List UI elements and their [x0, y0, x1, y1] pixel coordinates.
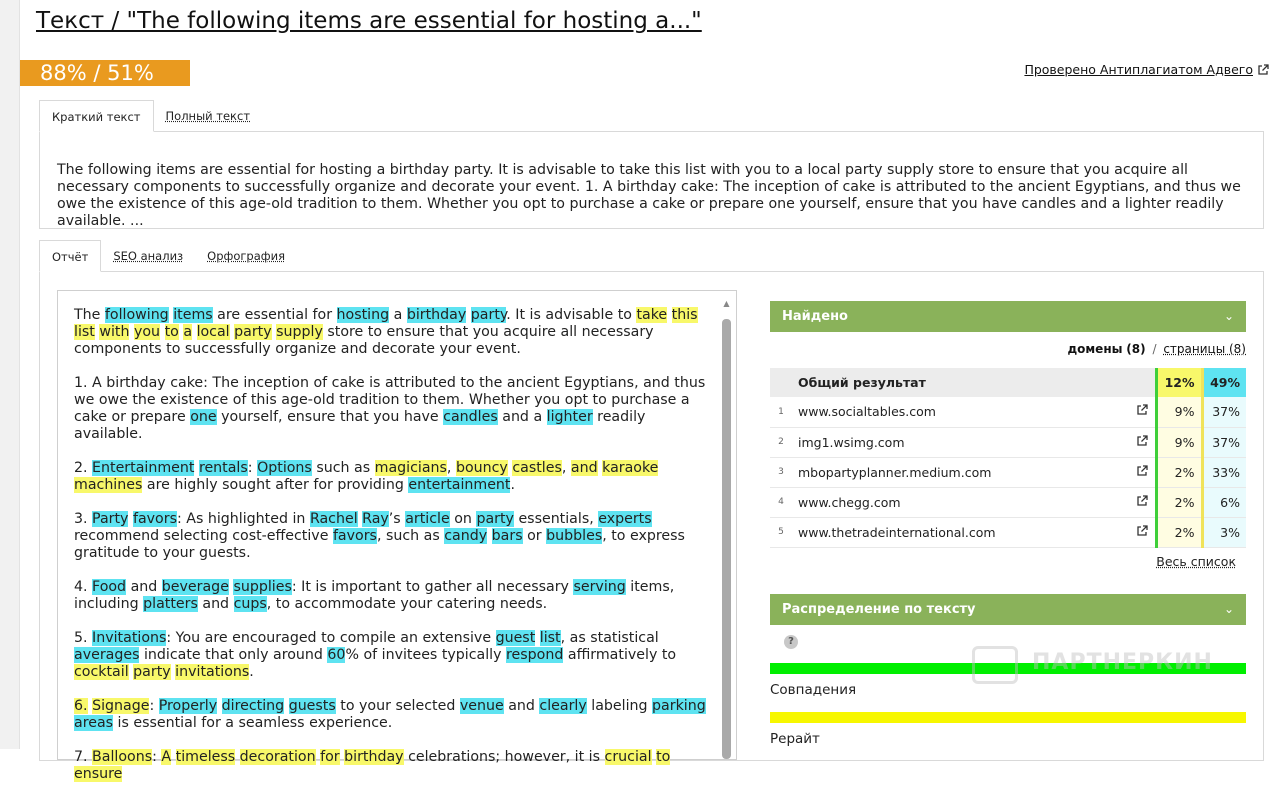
text-segment [667, 307, 672, 323]
rewrite-highlight[interactable]: serving [573, 579, 626, 595]
rewrite-highlight[interactable]: areas [74, 715, 114, 731]
match-highlight[interactable]: for [320, 749, 340, 765]
domains-count: (8) [1126, 342, 1146, 356]
text-segment: , to accommodate your catering needs. [266, 596, 548, 612]
row-rewrite-percent: 33% [1202, 457, 1246, 487]
rewrite-highlight[interactable]: directing [221, 698, 285, 714]
table-row[interactable] [770, 457, 1246, 487]
rewrite-highlight[interactable]: supplies [233, 579, 292, 595]
rewrite-highlight[interactable]: guest [495, 630, 536, 646]
text-paragraph [74, 460, 716, 494]
domains-label[interactable]: домены [1067, 342, 1123, 356]
rewrite-highlight[interactable]: venue [459, 698, 504, 714]
rewrite-highlight[interactable]: bubbles [546, 528, 603, 544]
table-row[interactable] [770, 427, 1246, 457]
external-link-icon[interactable] [1130, 427, 1156, 457]
match-highlight[interactable]: this [671, 307, 698, 323]
text-segment: . It is advisable to [506, 307, 637, 323]
tab-full-text[interactable]: Полный текст [165, 109, 251, 123]
matches-label: Совпадения [770, 682, 857, 698]
watermark-text: ПАРТНЕРКИН [1032, 650, 1213, 675]
report-tabs [39, 240, 297, 272]
highlighted-text [74, 307, 716, 800]
match-highlight[interactable]: local [196, 324, 230, 340]
tab-seo-analysis[interactable]: SEO анализ [113, 249, 184, 263]
rewrite-highlight[interactable]: favors [132, 511, 177, 527]
rewrite-highlight[interactable]: parking [652, 698, 706, 714]
match-highlight[interactable]: you [133, 324, 161, 340]
text-segment: celebrations; however, it is [403, 749, 605, 765]
text-segment: 3. [74, 511, 93, 527]
row-number: 5 [770, 517, 792, 547]
text-segment: store to ensure that you acquire all necessary components to successfully organize and decorate your event. [74, 324, 654, 357]
rewrite-highlight[interactable]: Options [257, 460, 312, 476]
rewrite-highlight[interactable]: Properly [158, 698, 218, 714]
text-segment: ’s [388, 511, 406, 527]
separator: / [1152, 342, 1157, 356]
domains-pages-switch [770, 342, 1246, 358]
rewrite-highlight[interactable]: Party [92, 511, 129, 527]
total-row [770, 368, 1246, 397]
match-highlight[interactable]: ensure [74, 766, 123, 782]
total-label: Общий результат [792, 368, 1130, 397]
watermark-logo [972, 642, 1232, 694]
found-panel [770, 301, 1246, 569]
text-segment: and [197, 596, 234, 612]
match-highlight[interactable]: party [133, 664, 171, 680]
text-segment: on [449, 511, 477, 527]
external-link-icon[interactable] [1130, 487, 1156, 517]
row-number: 3 [770, 457, 792, 487]
match-highlight[interactable]: to [164, 324, 179, 340]
found-header[interactable]: Найдено ⌄ [770, 301, 1246, 332]
match-highlight[interactable]: bouncy [455, 460, 508, 476]
table-row[interactable] [770, 397, 1246, 427]
row-site[interactable]: mbopartyplanner.medium.com [792, 457, 1130, 487]
tab-report[interactable]: Отчёт [39, 240, 101, 272]
match-highlight[interactable]: crucial [604, 749, 652, 765]
match-highlight[interactable]: timeless [175, 749, 236, 765]
row-rewrite-percent: 37% [1202, 427, 1246, 457]
rewrite-highlight[interactable]: clearly [539, 698, 587, 714]
rewrite-highlight[interactable]: bars [491, 528, 523, 544]
external-link-icon[interactable] [1130, 517, 1156, 547]
chevron-down-icon[interactable]: ⌄ [1223, 602, 1234, 616]
text-segment [217, 698, 222, 714]
match-highlight[interactable]: supply [276, 324, 323, 340]
text-segment: : It is important to gather all necessary [291, 579, 574, 595]
rewrite-highlight[interactable]: Rachel [309, 511, 358, 527]
text-paragraph [74, 511, 716, 562]
text-segment: or [522, 528, 547, 544]
text-paragraph [74, 698, 716, 732]
match-highlight[interactable]: castles [512, 460, 562, 476]
match-highlight[interactable]: A [161, 749, 172, 765]
row-number: 2 [770, 427, 792, 457]
rewrite-highlight[interactable]: beverage [161, 579, 229, 595]
text-segment [192, 324, 197, 340]
text-segment [284, 698, 289, 714]
text-segment [235, 749, 240, 765]
rewrite-highlight[interactable]: birthday [406, 307, 467, 323]
external-link-icon[interactable] [1130, 457, 1156, 487]
text-segment: and [126, 579, 162, 595]
text-segment: to your selected [335, 698, 460, 714]
text-paragraph [74, 375, 716, 443]
rewrite-highlight[interactable]: hosting [336, 307, 390, 323]
rewrite-label: Рерайт [770, 731, 820, 747]
full-list-link[interactable]: Весь список [1156, 553, 1236, 569]
text-segment: : [247, 460, 258, 476]
text-segment: are essential for [212, 307, 337, 323]
rewrite-highlight[interactable]: Ray [362, 511, 389, 527]
rewrite-highlight[interactable]: party [470, 307, 507, 323]
text-segment: . [249, 664, 254, 680]
text-segment: , to express gratitude to your guests. [74, 528, 685, 561]
summary-text: The following items are essential for hosting a birthday party. It is advisable to take this list with you to a local party supply store to ensure that you acquire all necessary components to successfully organize and decorate your event. 1. A birthday cake: The inception of cake is attributed to the ancient Egyptians, and thus we owe the existence of this age-old tradition to them. Whether you opt to purchase a cake or prepare one yourself, ensure that you have candles and a lighter readily available. ... [39, 131, 1264, 229]
match-highlight[interactable]: Balloons [92, 749, 153, 765]
row-match-percent: 2% [1156, 457, 1202, 487]
rewrite-highlight[interactable]: entertainment [408, 477, 511, 493]
page-title[interactable]: Текст / "The following items are essential for hosting a..." [36, 8, 702, 34]
rewrite-highlight[interactable]: 60 [327, 647, 346, 663]
pages-link[interactable]: страницы (8) [1163, 342, 1246, 356]
rewrite-highlight[interactable]: averages [74, 647, 140, 663]
rewrite-highlight[interactable]: candy [444, 528, 488, 544]
text-segment: readily available. [74, 409, 646, 442]
match-highlight[interactable]: to [656, 749, 671, 765]
tab-short-text[interactable]: Краткий текст [39, 100, 154, 132]
text-segment: : [149, 698, 159, 714]
text-segment: 4. [74, 579, 93, 595]
row-site[interactable]: www.thetradeinternational.com [792, 517, 1130, 547]
match-highlight[interactable]: machines [74, 477, 143, 493]
rewrite-highlight[interactable]: cups [233, 596, 267, 612]
score-badge: 88% / 51% [20, 60, 190, 86]
rewrite-highlight[interactable]: platters [143, 596, 198, 612]
text-segment [171, 749, 176, 765]
text-segment: and a [497, 409, 547, 425]
row-match-percent: 2% [1156, 517, 1202, 547]
text-segment: , [446, 460, 456, 476]
rewrite-highlight[interactable]: experts [598, 511, 652, 527]
match-highlight[interactable]: cocktail [74, 664, 129, 680]
rewrite-highlight[interactable]: respond [506, 647, 564, 663]
rewrite-highlight[interactable]: party [476, 511, 514, 527]
total-match-percent: 12% [1156, 368, 1202, 397]
antiplagiat-link-label: Проверено Антиплагиатом Адвего [1024, 62, 1253, 77]
rewrite-highlight[interactable]: Invitations [92, 630, 167, 646]
rewrite-highlight[interactable]: rentals [198, 460, 248, 476]
text-segment: 7. [74, 749, 93, 765]
text-segment: . [510, 477, 515, 493]
text-paragraph [74, 630, 716, 681]
text-paragraph [74, 749, 716, 783]
rewrite-highlight[interactable]: one [190, 409, 217, 425]
rewrite-bar [770, 712, 1246, 723]
text-segment: items, including [74, 579, 675, 612]
rewrite-highlight[interactable]: favors [332, 528, 377, 544]
match-highlight[interactable]: 6. [74, 698, 88, 714]
match-highlight[interactable]: and [570, 460, 598, 476]
text-segment: indicate that only around [139, 647, 328, 663]
match-highlight[interactable]: a [183, 324, 193, 340]
match-highlight[interactable]: with [99, 324, 130, 340]
text-segment: labeling [586, 698, 653, 714]
row-match-percent: 9% [1156, 397, 1202, 427]
text-scrollbar[interactable] [721, 299, 732, 759]
text-tabs [39, 100, 262, 132]
rewrite-highlight[interactable]: lighter [546, 409, 593, 425]
row-match-percent: 2% [1156, 487, 1202, 517]
results-table [770, 368, 1246, 548]
row-site[interactable]: img1.wsimg.com [792, 427, 1130, 457]
text-segment: such as [311, 460, 375, 476]
text-segment: 5. [74, 630, 93, 646]
row-rewrite-percent: 6% [1202, 487, 1246, 517]
match-highlight[interactable]: decoration [239, 749, 316, 765]
text-segment: and [503, 698, 540, 714]
total-rewrite-percent: 49% [1202, 368, 1246, 397]
text-segment: affirmatively to [563, 647, 677, 663]
match-highlight[interactable]: list [74, 324, 95, 340]
match-highlight[interactable]: party [234, 324, 272, 340]
text-segment: yourself, ensure that you have [216, 409, 444, 425]
rewrite-highlight[interactable]: items [173, 307, 213, 323]
match-highlight[interactable]: birthday [344, 749, 404, 765]
highlighted-text-panel[interactable] [57, 290, 737, 782]
rewrite-highlight[interactable]: guests [288, 698, 336, 714]
external-link-icon [1257, 64, 1269, 79]
rewrite-highlight[interactable]: Entertainment [92, 460, 195, 476]
match-highlight[interactable]: magicians [374, 460, 447, 476]
text-segment: a [389, 307, 407, 323]
rewrite-highlight[interactable]: Food [92, 579, 127, 595]
text-segment: are highly sought after for providing [142, 477, 409, 493]
rewrite-highlight[interactable]: following [104, 307, 169, 323]
text-segment: , [561, 460, 571, 476]
rewrite-highlight[interactable]: article [405, 511, 450, 527]
text-segment: 1. A birthday cake: The inception of cake is attributed to the ancient Egyptians, and thus we owe the existence of this age-old tradition to them. Whether you opt to purchase a cake or prepare [74, 375, 706, 425]
row-match-percent: 9% [1156, 427, 1202, 457]
text-segment: The [74, 307, 105, 323]
text-segment: : As highlighted in [176, 511, 310, 527]
match-highlight[interactable]: Signage [92, 698, 150, 714]
row-rewrite-percent: 37% [1202, 397, 1246, 427]
text-segment: is essential for a seamless experience. [113, 715, 393, 731]
text-segment: : You are encouraged to compile an extensive [166, 630, 496, 646]
text-segment: % of invitees typically [345, 647, 507, 663]
row-number: 1 [770, 397, 792, 427]
row-site[interactable]: www.socialtables.com [792, 397, 1130, 427]
text-segment: essentials, [513, 511, 599, 527]
text-segment [160, 324, 165, 340]
text-paragraph [74, 579, 716, 613]
row-number: 4 [770, 487, 792, 517]
rewrite-highlight[interactable]: list [539, 630, 561, 646]
table-row[interactable] [770, 487, 1246, 517]
text-segment: , as statistical [560, 630, 659, 646]
text-segment: , such as [376, 528, 445, 544]
row-rewrite-percent: 3% [1202, 517, 1246, 547]
text-paragraph [74, 307, 716, 358]
scroll-thumb[interactable] [722, 319, 731, 759]
match-highlight[interactable]: karaoke [602, 460, 659, 476]
table-row[interactable] [770, 517, 1246, 547]
text-segment: recommend selecting cost-effective [74, 528, 333, 544]
scroll-up-icon[interactable]: ▲ [723, 299, 730, 308]
distribution-header[interactable]: Распределение по тексту ⌄ [770, 594, 1246, 625]
external-link-icon[interactable] [1130, 397, 1156, 427]
tab-spelling[interactable]: Орфография [207, 249, 285, 263]
rewrite-highlight[interactable]: candles [443, 409, 498, 425]
text-segment [487, 528, 492, 544]
chevron-down-icon[interactable]: ⌄ [1223, 309, 1234, 323]
match-highlight[interactable]: take [636, 307, 668, 323]
help-icon[interactable]: ? [784, 635, 798, 649]
watermark-chat-icon [972, 646, 1018, 684]
match-highlight[interactable]: invitations [175, 664, 250, 680]
left-rail [0, 0, 20, 749]
text-segment: : [152, 749, 162, 765]
text-segment: 2. [74, 460, 93, 476]
antiplagiat-link[interactable] [1024, 62, 1269, 79]
row-site[interactable]: www.chegg.com [792, 487, 1130, 517]
